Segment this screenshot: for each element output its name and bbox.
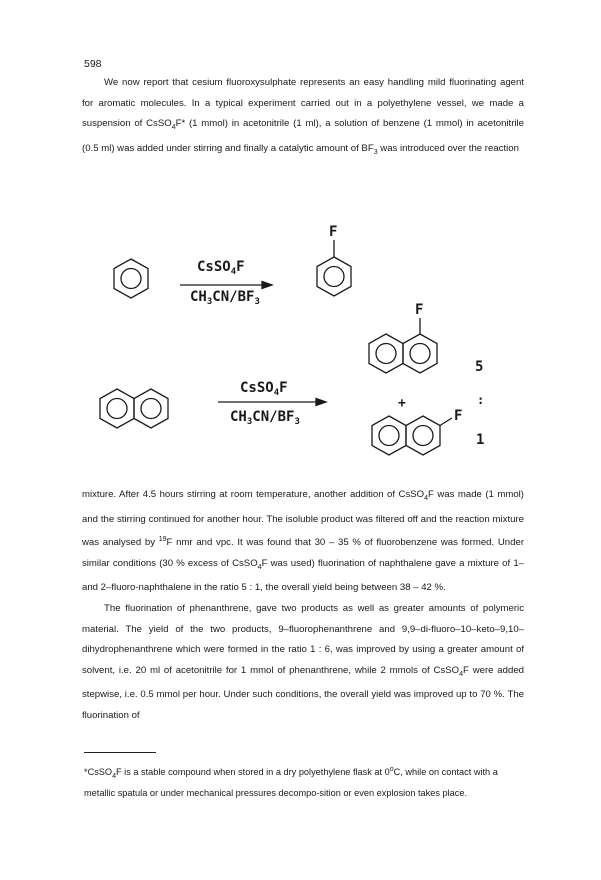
- footnote-divider: [84, 752, 156, 753]
- footnote: [84, 761, 504, 802]
- ratio-top: 5: [475, 359, 484, 375]
- naphthalene-structure: [100, 389, 168, 428]
- superscript: 19: [158, 536, 167, 544]
- ratio-bottom: 1: [476, 432, 485, 448]
- text-span: was introduced over the reaction: [377, 142, 519, 154]
- 1-fluoronaphthalene-structure: [369, 318, 437, 373]
- reagent-bottom-1: $CH_3CN/BF_3$: [190, 289, 260, 307]
- text-span: F is a stable compound when stored in a dry polyethylene flask at 0: [116, 767, 390, 778]
- page-number: 598: [84, 58, 102, 70]
- text-span: F was made (1 mmol) and the stirring continued for another hour. The isoluble product was filtered off and the reaction mixture was analysed by: [82, 489, 524, 549]
- text-span: C, while on contact with a metallic spatula or under mechanical pressures decompo-sition or even explosion takes place.: [84, 767, 498, 798]
- text-span: We now report that cesium fluoroxysulphate represents an easy handling mild fluorinating agent for aromatic molecules. In a typical experiment carried out in a polyethylene vessel, we made a suspension of CsSO: [82, 77, 524, 130]
- fluorine-label-1: F: [329, 224, 338, 240]
- subscript: 4: [112, 772, 116, 780]
- superscript: o: [389, 766, 394, 773]
- subscript: 4: [424, 494, 429, 502]
- subscript: 3: [373, 148, 378, 156]
- text-span: *CsSO: [84, 767, 113, 778]
- text-span: F was used) fluorination of naphthalene gave a mixture of 1– and 2–fluoro-naphthalene in the ratio 5 : 1, the overall yield being between 38 – 42 %.: [82, 557, 524, 594]
- subscript: 4: [459, 670, 464, 678]
- text-span: F were added stepwise, i.e. 0.5 mmol per hour. Under such conditions, the overall yield was improved up to 70 %. The fluorination of: [82, 664, 524, 721]
- text-span: F* (1 mmol) in acetonitrile (1 ml), a solution of benzene (1 mmol) in acetonitrile (0.5 ml) was added under stirring and finally a catalytic amount of BF: [82, 118, 524, 154]
- benzene-structure: [114, 259, 148, 298]
- ratio-colon: :: [477, 393, 485, 407]
- 2-fluoronaphthalene-structure: [372, 416, 452, 455]
- reagent-top-2: CsSO$_4$F: [240, 380, 288, 398]
- results-paragraph: [82, 485, 524, 726]
- subscript: 4: [171, 124, 176, 132]
- reagent-top-1: CsSO$_4$F: [197, 259, 245, 277]
- reagent-bottom-2: $CH_3CN/BF_3$: [230, 409, 300, 427]
- text-span: mixture. After 4.5 hours stirring at room temperature, another addition of CsSO: [82, 489, 425, 500]
- text-span: The fluorination of phenanthrene, gave two products as well as greater amounts of polymeric material. The yield of the two products, 9–fluorophenanthrene and 9,9–di-fluoro–10–keto–9,10–dihydrophenanthrene which were formed in the ratio 1 : 6, was improved by using a greater amount of solvent, i.e. 20 ml of acetonitrile for 1 mmol of phenanthrene, while 2 mmols of CsSO: [82, 602, 524, 676]
- fluorine-label-3: F: [454, 408, 463, 424]
- plus-sign: +: [398, 396, 406, 411]
- fluorobenzene-structure: [317, 240, 351, 296]
- fluorine-label-2: F: [415, 302, 424, 318]
- subscript: 4: [257, 563, 262, 571]
- text-span: F nmr and vpc. It was found that 30 – 35 % of fluorobenzene was formed. Under similar conditions (30 % excess of CsSO: [82, 537, 525, 569]
